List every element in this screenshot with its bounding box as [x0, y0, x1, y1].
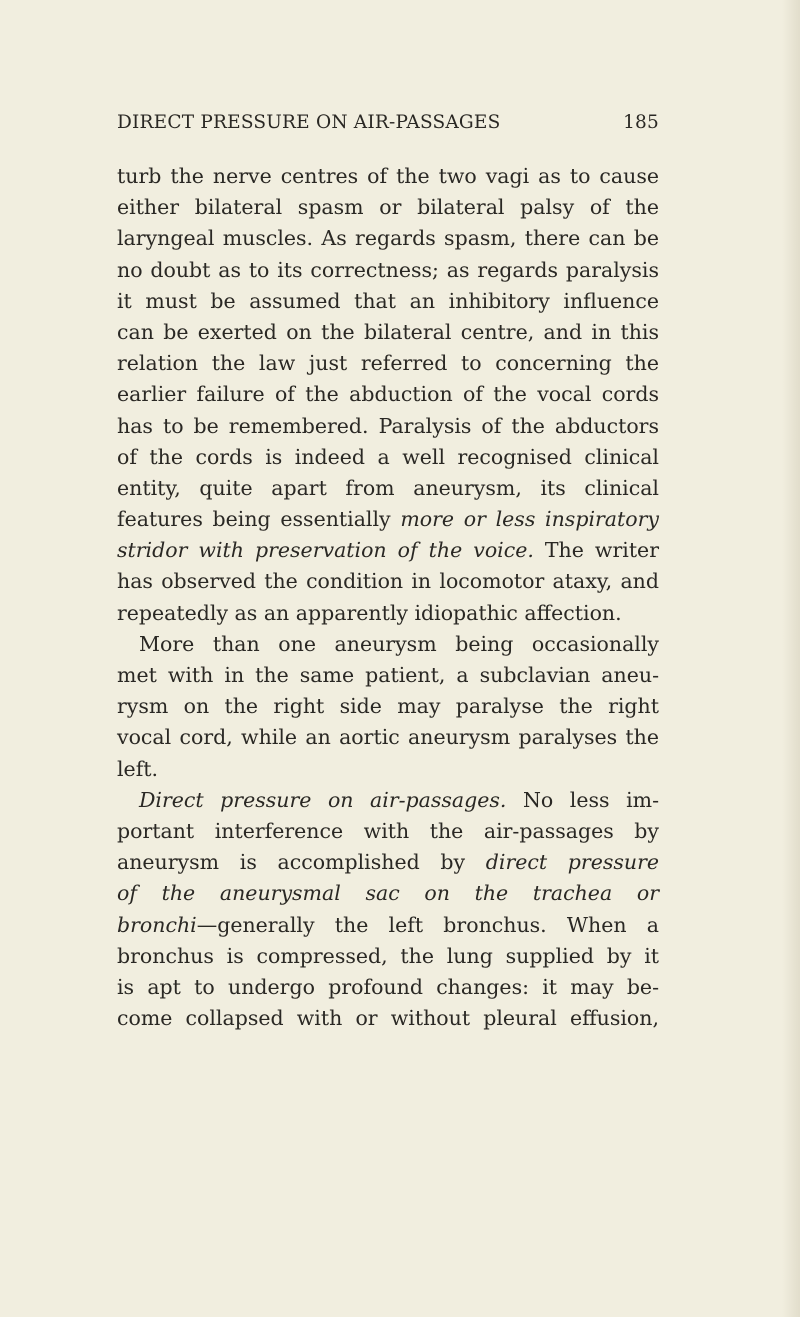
- text-line: of the cords is indeed a well recognised clinical: [117, 444, 659, 469]
- italic-phrase: bronchi: [117, 912, 197, 937]
- section-heading: Direct pressure on air-passages.: [139, 787, 507, 812]
- body-text: [117, 161, 659, 1034]
- text-line: vocal cord, while an aortic aneurysm paralyses the: [117, 725, 659, 750]
- text-line: can be exerted on the bilateral centre, and in this: [117, 319, 659, 344]
- running-head-title: DIRECT PRESSURE ON AIR-PASSAGES: [117, 112, 501, 133]
- text-line: rysm on the right side may paralyse the right: [117, 694, 659, 719]
- italic-phrase: direct pressure: [485, 850, 660, 875]
- text-line: bronchus is compressed, the lung supplied by it: [117, 943, 659, 968]
- text-line: left.: [117, 756, 159, 781]
- text-run: The writer: [533, 538, 659, 563]
- text-line: [117, 847, 659, 878]
- text-run: No less im-: [506, 787, 660, 812]
- running-head: [117, 112, 659, 142]
- text-line: [117, 535, 659, 566]
- text-line: met with in the same patient, a subclavian aneu-: [117, 663, 659, 687]
- text-line: More than one aneurysm being occasionally: [139, 631, 659, 656]
- italic-phrase: stridor with preservation of the voice.: [117, 538, 534, 563]
- text-run: features being essentially: [117, 507, 401, 532]
- text-line: is apt to undergo profound changes: it may be-: [117, 974, 659, 999]
- text-line: has observed the condition in locomotor ataxy, and: [117, 569, 659, 594]
- text-line: no doubt as to its correctness; as regards paralysis: [117, 257, 659, 282]
- page-number: 185: [623, 112, 659, 133]
- text-line: repeatedly as an apparently idiopathic affection.: [117, 600, 622, 625]
- text-line: come collapsed with or without pleural effusion,: [117, 1006, 659, 1031]
- text-run: —generally the left bronchus. When a: [196, 912, 659, 937]
- text-line: entity, quite apart from aneurysm, its clinical: [117, 475, 659, 500]
- italic-phrase: of the aneurysmal sac on the trachea or: [117, 881, 659, 906]
- text-line: either bilateral spasm or bilateral palsy of the: [117, 195, 659, 220]
- text-line: [117, 878, 659, 909]
- text-line: laryngeal muscles. As regards spasm, there can be: [117, 226, 659, 251]
- text-line: [117, 910, 659, 941]
- text-line: it must be assumed that an inhibitory influence: [117, 288, 659, 313]
- text-line: relation the law just referred to concerning the: [117, 351, 659, 376]
- text-run: aneurysm is accomplished by: [117, 850, 486, 875]
- text-line: has to be remembered. Paralysis of the abductors: [117, 413, 659, 438]
- text-line: turb the nerve centres of the two vagi as to cause: [117, 164, 659, 188]
- text-line: earlier failure of the abduction of the vocal cords: [117, 382, 659, 407]
- italic-phrase: more or less inspiratory: [400, 507, 659, 532]
- text-line: [117, 504, 659, 535]
- section-heading-line: [117, 785, 659, 816]
- page-edge-shadow: [782, 0, 800, 1317]
- text-line: portant interference with the air-passages by: [117, 818, 659, 843]
